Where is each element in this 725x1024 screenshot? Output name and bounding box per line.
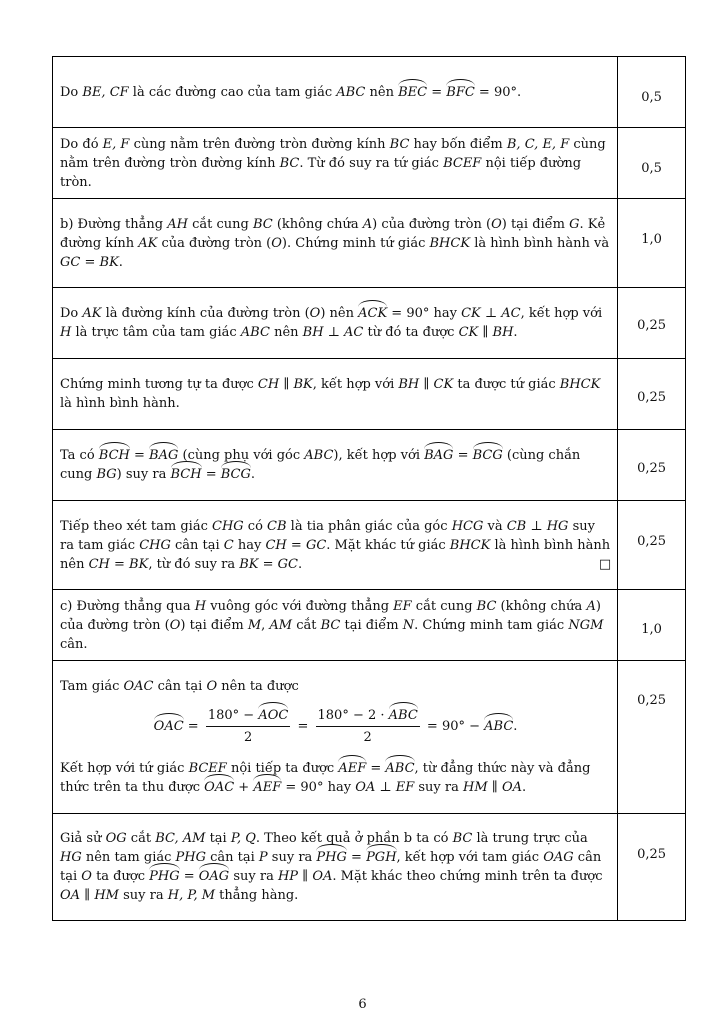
row-score: 1,0 (618, 590, 686, 660)
table-row (53, 430, 686, 501)
row-score: 0,5 (618, 57, 686, 127)
table-row (53, 199, 686, 288)
row-score: 0,25 (618, 501, 686, 589)
table-row (53, 288, 686, 359)
table-row (53, 57, 686, 128)
row-text: b) Đường thẳng AH cắt cung BC (không chứa A) của đường tròn (O) tại điểm G. Kẻ đường kính AK của đường tròn (O). Chứng minh tứ giác BHCK là hình bình hành và GC = BK. (53, 199, 618, 287)
equation: OAC = $\frac{\text{180° − AOC}}{2}$ = $\frac{\text{180° − 2 · ABC}}{2}$ = 90° − ABC. (153, 708, 518, 745)
row-text: Chứng minh tương tự ta được CH ∥ BK, kết hợp với BH ∥ CK ta được tứ giác BHCK là hình bình hành. (53, 359, 618, 429)
answer-table (52, 56, 686, 921)
row-text: Giả sử OG cắt BC, AM tại P, Q. Theo kết quả ở phần b ta có BC là trung trực của HG nên tam giác PHG cân tại P suy ra PHG = PGH, kết hợp với tam giác OAG cân tại O ta được PHG = OAG suy ra HP ∥ OA. Mặt khác theo chứng minh trên ta được OA ∥ HM suy ra H, P, M thẳng hàng. (53, 814, 618, 920)
row-text: Tiếp theo xét tam giác CHG có CB là tia phân giác của góc HCG và CB ⊥ HG suy ra tam giác CHG cân tại C hay CH = GC. Mặt khác tứ giác BHCK là hình bình hành nên CH = BK, từ đó suy ra BK = GC. □ (53, 501, 618, 589)
table-row (53, 128, 686, 199)
row-text: Do đó E, F cùng nằm trên đường tròn đường kính BC hay bốn điểm B, C, E, F cùng nằm trên đường tròn đường kính BC. Từ đó suy ra tứ giác BCEF nội tiếp đường tròn. (53, 128, 618, 198)
row-score: 0,5 (618, 128, 686, 198)
row-score: 0,25 (618, 288, 686, 358)
table-row (53, 359, 686, 430)
qed-square-icon: □ (598, 556, 612, 572)
row-score: 0,25 (618, 814, 686, 920)
page-number: 6 (358, 997, 367, 1012)
row-score: 0,25 (618, 430, 686, 500)
row-score: 0,25 (618, 661, 686, 813)
row-text: Tam giác OAC cân tại O nên ta được OAC = $\frac{\text{180° − AOC}}{2}$ = $\frac{\text{180° − 2 · ABC}}{2}$ = 90° − ABC. Kết hợp với tứ giác BCEF nội tiếp ta được AEF = ABC, từ đẳng thức này và đẳng thức trên ta thu được OAC + AEF = 90° hay OA ⊥ EF suy ra HM ∥ OA. (53, 661, 618, 813)
row-text: Do AK là đường kính của đường tròn (O) nên ACK = 90° hay CK ⊥ AC, kết hợp với H là trực tâm của tam giác ABC nên BH ⊥ AC từ đó ta được CK ∥ BH. (53, 288, 618, 358)
row-text: Do BE, CF là các đường cao của tam giác ABC nên BEC = BFC = 90°. (53, 57, 618, 127)
table-row (53, 590, 686, 661)
table-row (53, 661, 686, 814)
row-text: c) Đường thẳng qua H vuông góc với đường thẳng EF cắt cung BC (không chứa A) của đường tròn (O) tại điểm M, AM cắt BC tại điểm N. Chứng minh tam giác NGM cân. (53, 590, 618, 660)
row-score: 1,0 (618, 199, 686, 287)
table-row (53, 501, 686, 590)
row-text: Ta có BCH = BAG (cùng phụ với góc ABC), kết hợp với BAG = BCG (cùng chắn cung BG) suy ra BCH = BCG. (53, 430, 618, 500)
table-row (53, 814, 686, 921)
row-score: 0,25 (618, 359, 686, 429)
